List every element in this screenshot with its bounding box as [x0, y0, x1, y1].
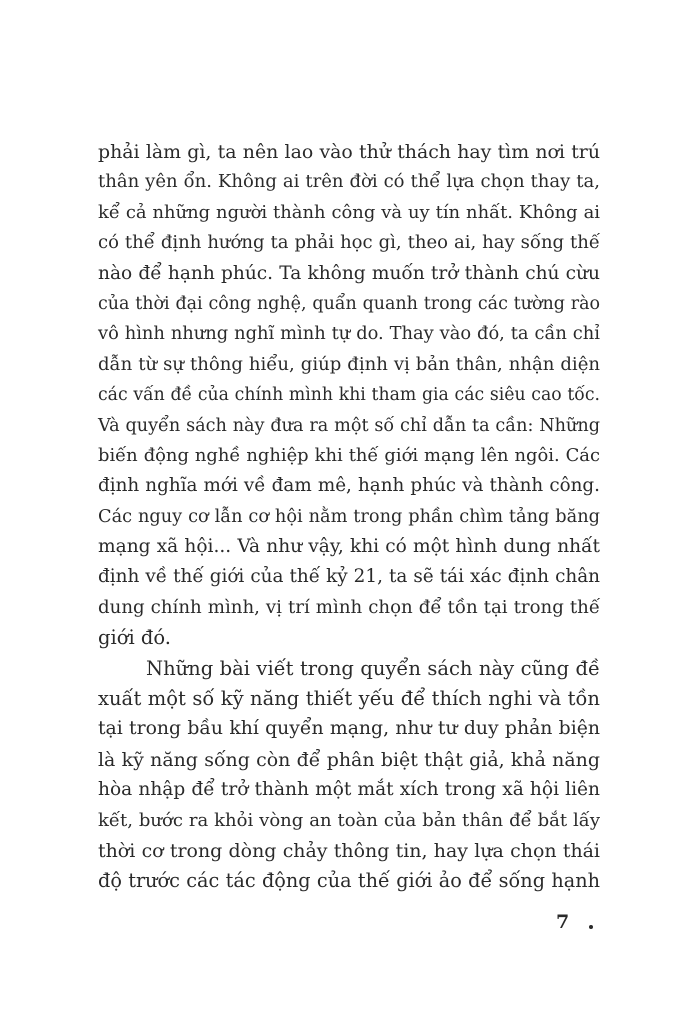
text-line: của thời đại công nghệ, quẩn quanh trong các tường rào	[98, 293, 600, 314]
text-line: Các nguy cơ lẫn cơ hội nằm trong phần chìm tảng băng	[98, 506, 600, 527]
paragraph-1	[98, 137, 600, 654]
text-line: vô hình nhưng nghĩ mình tự do. Thay vào đó, ta cần chỉ	[98, 323, 600, 345]
text-line: định nghĩa mới về đam mê, hạnh phúc và thành công.	[98, 475, 600, 497]
text-line: kể cả những người thành công và uy tín nhất. Không ai	[98, 201, 600, 223]
text-line: Và quyển sách này đưa ra một số chỉ dẫn ta cần: Những	[98, 415, 600, 436]
text-line: có thể định hướng ta phải học gì, theo ai, hay sống thế	[98, 232, 600, 254]
text-line: biến động nghề nghiệp khi thế giới mạng lên ngôi. Các	[98, 444, 600, 466]
page-number-dot	[589, 925, 593, 929]
text-line: tại trong bầu khí quyển mạng, như tư duy phản biện	[98, 718, 600, 740]
text-line: kết, bước ra khỏi vòng an toàn của bản thân để bắt lấy	[98, 809, 600, 831]
text-line: phải làm gì, ta nên lao vào thử thách hay tìm nơi trú	[98, 141, 600, 163]
body-text	[98, 137, 600, 897]
text-line: là kỹ năng sống còn để phân biệt thật giả, khả năng	[98, 748, 600, 771]
text-line: nào để hạnh phúc. Ta không muốn trở thành chú cừu	[98, 262, 600, 284]
page-number: 7	[556, 911, 570, 933]
text-line: các vấn đề của chính mình khi tham gia các siêu cao tốc.	[98, 385, 600, 406]
text-line: thời cơ trong dòng chảy thông tin, hay lựa chọn thái	[98, 839, 600, 862]
text-line: định về thế giới của thế kỷ 21, ta sẽ tái xác định chân	[98, 566, 600, 588]
text-line: dẫn từ sự thông hiểu, giúp định vị bản thân, nhận diện	[98, 353, 600, 375]
text-line: độ trước các tác động của thế giới ảo để sống hạnh	[98, 869, 600, 893]
text-line: dung chính mình, vị trí mình chọn để tồn tại trong thế	[98, 596, 600, 618]
text-line: giới đó.	[98, 626, 171, 650]
text-line: thân yên ổn. Không ai trên đời có thể lựa chọn thay ta,	[98, 171, 600, 193]
text-line: hòa nhập để trở thành một mắt xích trong xã hội liên	[98, 779, 600, 801]
text-line: mạng xã hội... Và như vậy, khi có một hình dung nhất	[98, 536, 600, 558]
text-line: xuất một số kỹ năng thiết yếu để thích nghi và tồn	[98, 687, 600, 711]
paragraph-2	[98, 654, 600, 897]
text-line: Những bài viết trong quyển sách này cũng đề	[146, 656, 600, 680]
